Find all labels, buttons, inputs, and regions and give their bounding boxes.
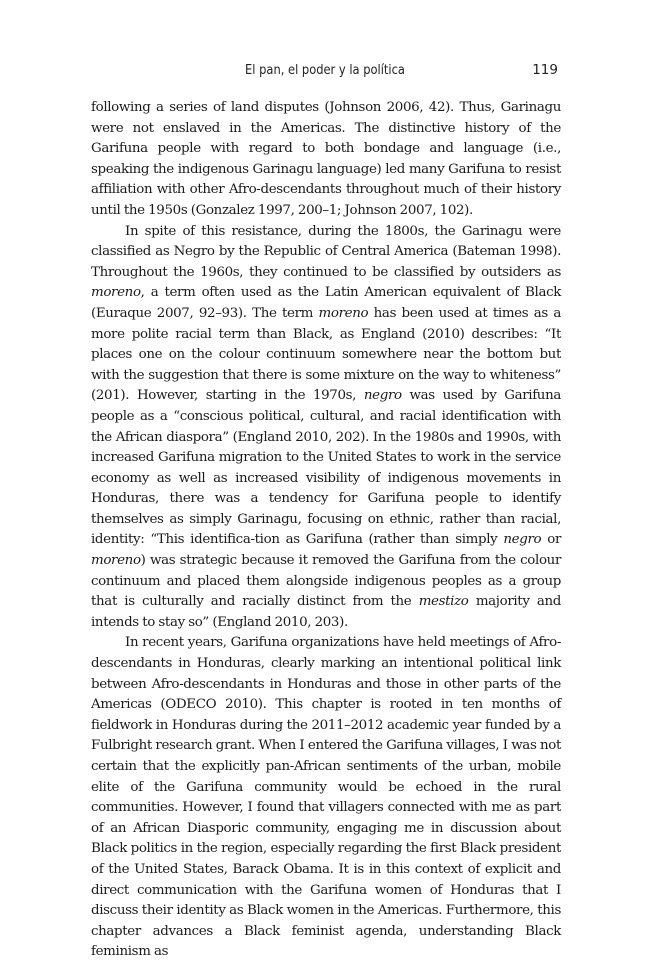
running-header: [90, 62, 560, 82]
italic-term: moreno: [91, 285, 141, 301]
paragraph-segment: majority and intends to stay so” (England 2010, 203).: [91, 594, 562, 630]
running-title: El pan, el poder y la política: [245, 62, 405, 78]
paragraph-2: [91, 222, 561, 634]
paragraph-segment: following a series of land disputes (Johnson 2006, 42). Thus, Garinagu were not enslaved in the Americas. The distinctive history of the Garifuna people with regard to both bondage and language (i.e., speaking the indigenous Garinagu language) led many Garifuna to resist affiliation with other Afro-descendants throughout much of their history until the 1950s (Gonzalez 1997, 200–1; Johnson 2007, 102).: [91, 100, 561, 218]
paragraph-segment: ) was strategic because it removed the Garifuna from the colour continuum and placed them alongside indigenous peoples as a group that is culturally and racially distinct from the: [91, 553, 561, 610]
paragraph-segment: In recent years, Garifuna organizations have held meetings of Afro-descendants in Honduras, clearly marking an intentional political link between Afro-descendants in Honduras and those in other parts of the Americas (ODECO 2010). This chapter is rooted in ten months of fieldwork in Honduras during the 2011–2012 academic year funded by a Fulbright research grant. When I entered the Garifuna villages, I was not certain that the explicitly pan-African sentiments of the urban, mobile elite of the Garifuna community would be echoed in the rural communities. However, I found that villagers connected with me as part of an African Diasporic community, engaging me in discussion about Black politics in the region, especially regarding the first Black president of the United States, Barack Obama. It is in this context of explicit and direct communication with the Garifuna women of Honduras that I discuss their identity as Black women in the Americas. Furthermore, this chapter advances a Black feminist agenda, understanding Black feminism as: [91, 635, 561, 960]
paragraph-1: [91, 98, 561, 222]
paragraph-segment: In spite of this resistance, during the 1800s, the Garinagu were classified as Negro by the Republic of Central America (Bateman 1998). Throughout the 1960s, they continued to be classified by outsiders as: [91, 223, 561, 280]
paragraph-segment: or: [541, 532, 561, 548]
italic-term: moreno: [318, 305, 369, 321]
paragraph-segment: was used by Garifuna people as a “conscious political, cultural, and racial identification with the African diaspora” (England 2010, 202). In the 1980s and 1990s, with increased Garifuna migration to the United States to work in the service economy as well as increased visibility of indigenous movements in Honduras, there was a tendency for Garifuna people to identify themselves as simply Garinagu, focusing on ethnic, rather than racial, identity: “This identifica-tion as Garifuna (rather than simply: [91, 388, 561, 548]
italic-term: negro: [503, 532, 542, 548]
paragraph-segment: , a term often used as the Latin American equivalent of Black (Euraque 2007, 92–93). The term: [91, 285, 561, 321]
italic-term: mestizo: [418, 594, 469, 610]
italic-term: negro: [363, 388, 402, 404]
italic-term: moreno: [91, 553, 141, 569]
body-text: [91, 98, 561, 963]
page-number: 119: [532, 62, 558, 78]
paragraph-3: [91, 633, 561, 963]
paragraph-segment: has been used at times as a more polite racial term than Black, as England (2010) describes: “It places one on the colour continuum somewhere near the bottom but with the suggestion that there is some mixture on the way to whiteness” (201). However, starting in the 1970s,: [91, 305, 562, 404]
